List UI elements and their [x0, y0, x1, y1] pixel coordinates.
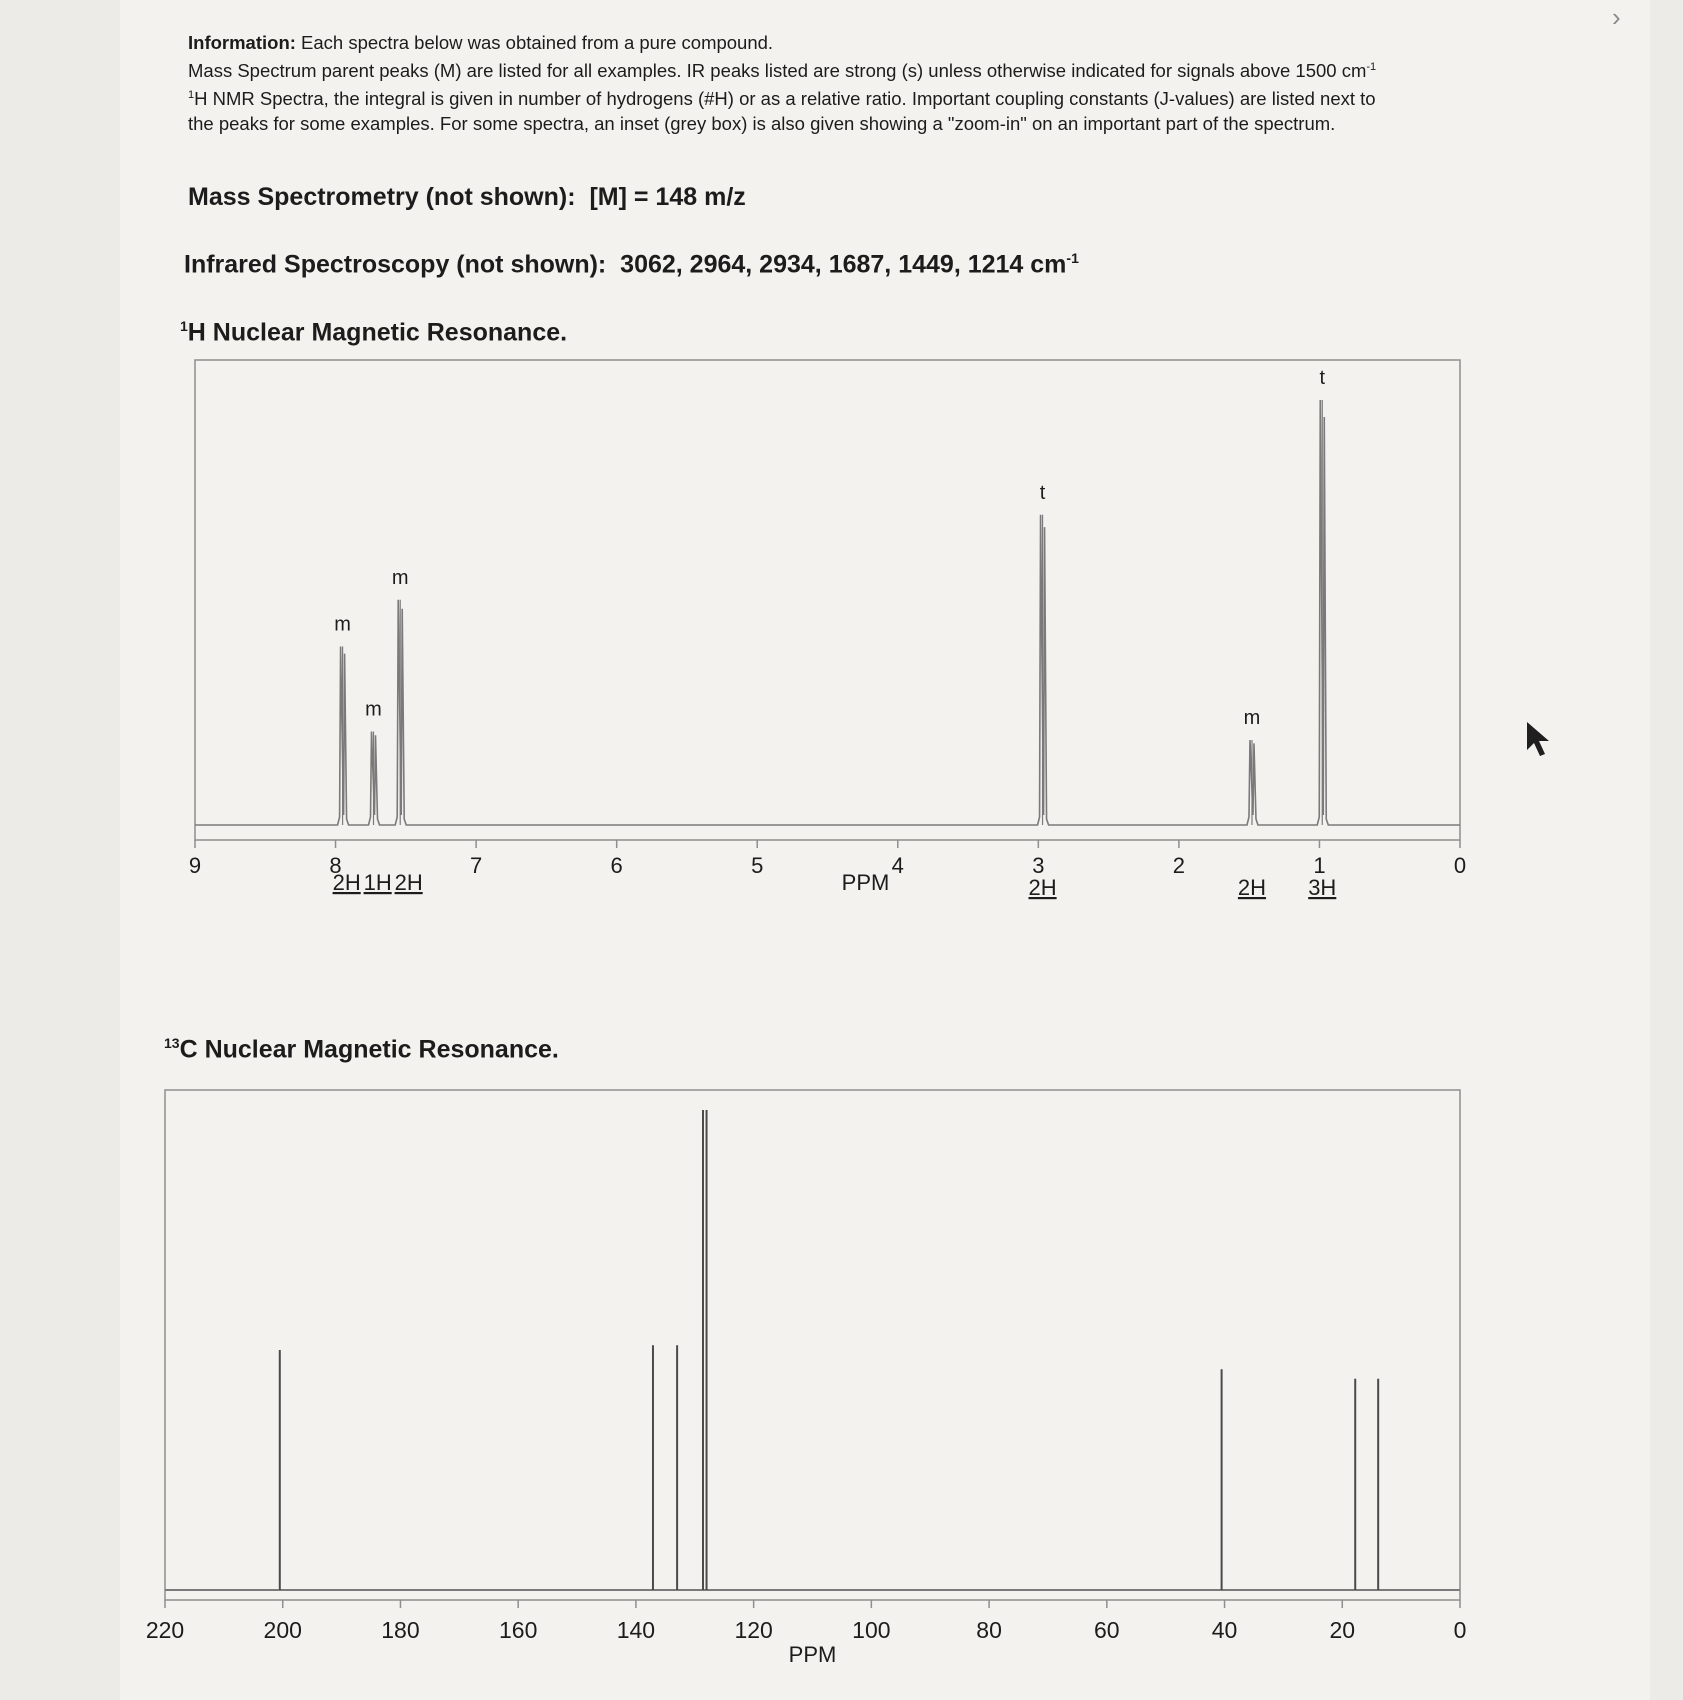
info-line-3: [188, 83, 1528, 111]
hnmr-spectrum-line: [195, 400, 1460, 825]
hnmr-integral-label: 2H: [1028, 875, 1057, 900]
mouse-cursor-icon: [1525, 720, 1559, 760]
cnmr-axis-label: PPM: [788, 1642, 837, 1667]
infrared-line: [184, 250, 1079, 279]
mass-spec-value: [M] = 148 m/z: [589, 183, 746, 211]
cnmr-tick-label: 60: [1094, 1617, 1120, 1643]
cnmr-tick-label: 160: [498, 1617, 538, 1643]
hnmr-tick-label: 1: [1313, 853, 1326, 878]
corner-mark: ›: [1612, 2, 1621, 32]
hnmr-peak-label: m: [334, 613, 351, 636]
infrared-value: 3062, 2964, 2934, 1687, 1449, 1214 cm: [620, 250, 1067, 279]
infrared-unit-sup: -1: [1066, 250, 1079, 266]
info-line-1: [188, 30, 1528, 55]
mass-spectrometry-line: [188, 183, 746, 212]
hnmr-integral-label: 2H: [332, 870, 361, 895]
hnmr-integral-label: 3H: [1308, 875, 1337, 900]
info-label: Information:: [188, 32, 296, 53]
hnmr-tick-label: 7: [469, 853, 483, 878]
cnmr-tick-label: 100: [852, 1617, 891, 1643]
info-line-1-text: Each spectra below was obtained from a pure compound.: [301, 32, 774, 53]
info-line-2: [188, 55, 1528, 83]
hnmr-title: [180, 318, 567, 347]
hnmr-peak-label: m: [1243, 707, 1261, 729]
hnmr-title-text: H Nuclear Magnetic Resonance.: [187, 318, 568, 347]
cnmr-tick-label: 220: [145, 1617, 185, 1643]
hnmr-frame: [195, 360, 1460, 840]
hnmr-title-sup: 1: [180, 318, 188, 334]
cnmr-tick-label: 40: [1211, 1617, 1238, 1643]
infrared-label: Infrared Spectroscopy (not shown):: [184, 250, 607, 279]
hnmr-integral-label: 1H: [363, 870, 392, 895]
info-line-4: [188, 111, 1528, 136]
hnmr-integral-label: 2H: [394, 870, 423, 895]
info-line-2-text: Mass Spectrum parent peaks (M) are listed for all examples. IR peaks listed are strong (s) unless otherwise indicated for signals above 1500 cm: [188, 60, 1367, 82]
cnmr-title-sup: 13: [164, 1035, 180, 1051]
hnmr-tick-label: 9: [188, 853, 202, 878]
hnmr-tick-label: 6: [610, 853, 623, 878]
hnmr-integral-label: 2H: [1237, 875, 1267, 900]
hnmr-tick-label: 2: [1172, 853, 1186, 878]
hnmr-axis-label: PPM: [841, 870, 890, 895]
cnmr-tick-label: 120: [734, 1617, 773, 1643]
information-block: [188, 30, 1528, 136]
cnmr-tick-label: 200: [263, 1617, 302, 1643]
hnmr-tick-label: 3: [1032, 853, 1045, 878]
hnmr-tick-label: 0: [1453, 853, 1467, 878]
cnmr-tick-label: 20: [1329, 1617, 1356, 1643]
cnmr-spectrum: [140, 1080, 1470, 1700]
hnmr-spectrum: [170, 350, 1470, 950]
hnmr-peak-label: m: [365, 698, 382, 721]
mass-spec-label: Mass Spectrometry (not shown):: [188, 183, 576, 211]
cnmr-title-text: C Nuclear Magnetic Resonance.: [179, 1035, 559, 1064]
info-line-3-text: H NMR Spectra, the integral is given in number of hydrogens (#H) or as a relative ratio. Important coupling constants (J-values) are listed next to: [194, 88, 1376, 110]
hnmr-tick-label: 4: [891, 853, 904, 878]
cnmr-tick-label: 80: [976, 1617, 1002, 1643]
hnmr-tick-label: 8: [329, 853, 342, 878]
hnmr-peak-label: t: [1039, 481, 1046, 504]
info-line-3-sup: 1: [188, 89, 195, 102]
cnmr-tick-label: 180: [381, 1617, 420, 1643]
cnmr-tick-label: 0: [1453, 1617, 1467, 1643]
info-line-2-sup: -1: [1366, 61, 1377, 73]
cnmr-frame: [165, 1090, 1460, 1600]
hnmr-tick-label: 5: [751, 853, 764, 878]
hnmr-peak-label: t: [1319, 367, 1326, 389]
hnmr-peak-label: m: [391, 566, 409, 589]
cnmr-tick-label: 140: [616, 1617, 656, 1643]
info-line-4-text: the peaks for some examples. For some spectra, an inset (grey box) is also given showing a "zoom-in" on an important part of the spectrum.: [188, 113, 1336, 135]
cnmr-title: [164, 1035, 559, 1064]
